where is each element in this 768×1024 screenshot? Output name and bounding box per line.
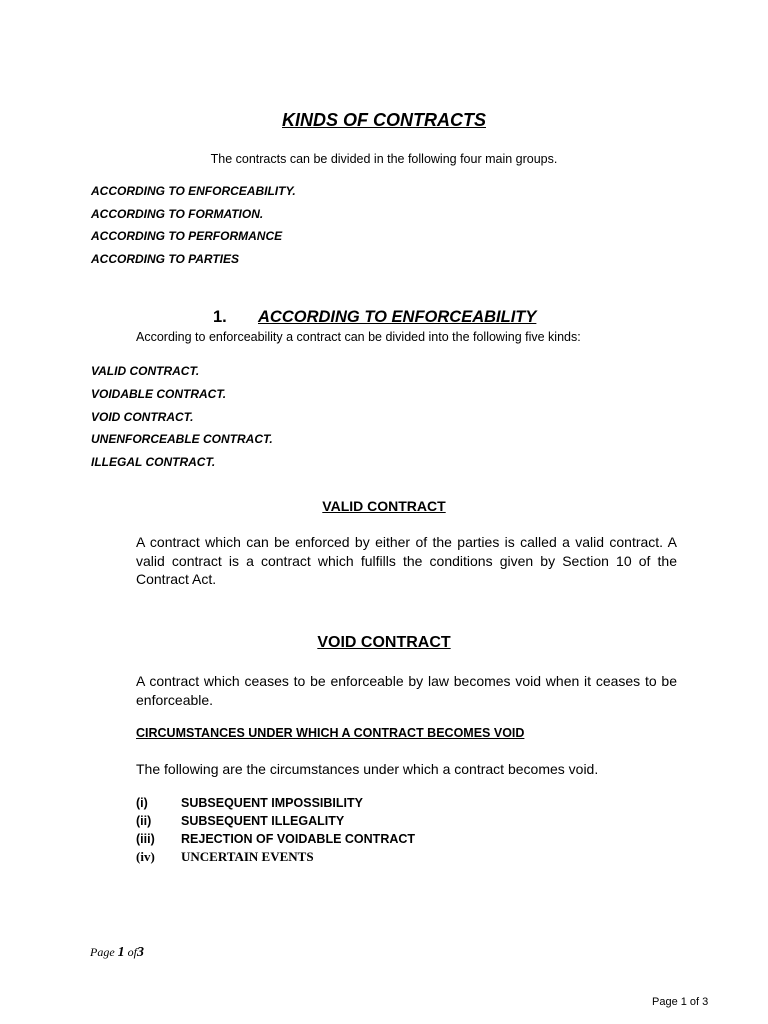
- list-item: [136, 849, 415, 867]
- section-number: 1.: [213, 308, 227, 326]
- section-intro: According to enforceability a contract can be divided into the following five kinds:: [136, 330, 581, 344]
- section-heading-text: ACCORDING TO ENFORCEABILITY: [258, 308, 537, 326]
- page-marker-of: of: [127, 945, 137, 959]
- document-title: KINDS OF CONTRACTS: [282, 110, 486, 130]
- kinds-list: [91, 363, 273, 477]
- list-numeral: (ii): [136, 814, 152, 828]
- list-item: ILLEGAL CONTRACT.: [91, 455, 216, 470]
- page-marker: [90, 945, 144, 961]
- void-contract-heading: VOID CONTRACT: [317, 634, 451, 651]
- list-item: [136, 813, 415, 831]
- list-numeral: (iii): [136, 832, 155, 846]
- circumstances-heading: CIRCUMSTANCES UNDER WHICH A CONTRACT BECOMES VOID: [136, 726, 525, 740]
- list-item: ACCORDING TO PARTIES: [91, 252, 240, 267]
- void-contract-text: A contract which ceases to be enforceable by law becomes void when it ceases to be enforceable.: [136, 673, 677, 708]
- list-item: VOID CONTRACT.: [91, 409, 194, 424]
- list-item: VALID CONTRACT.: [91, 364, 200, 378]
- list-numeral: (i): [136, 796, 148, 810]
- circumstances-intro: The following are the circumstances under which a contract becomes void.: [136, 761, 599, 777]
- groups-list: [91, 183, 296, 274]
- list-item: [136, 795, 415, 813]
- list-item: ACCORDING TO ENFORCEABILITY.: [91, 184, 296, 198]
- page-marker-total: 3: [137, 945, 144, 960]
- list-item: ACCORDING TO PERFORMANCE: [91, 229, 283, 244]
- list-item-text: SUBSEQUENT ILLEGALITY: [181, 814, 345, 828]
- list-item-text: SUBSEQUENT IMPOSSIBILITY: [181, 796, 363, 810]
- valid-contract-text: A contract which can be enforced by either of the parties is called a valid contract. A valid contract is a contract which fulfills the conditions given by Section 10 of the Contract Act.: [136, 534, 677, 587]
- circumstances-list: [136, 795, 415, 867]
- valid-contract-heading: VALID CONTRACT: [322, 498, 446, 514]
- list-numeral: (iv): [136, 849, 155, 864]
- list-item: UNENFORCEABLE CONTRACT.: [91, 432, 273, 447]
- page-marker-current: 1: [117, 945, 125, 960]
- list-item-text: UNCERTAIN EVENTS: [181, 849, 314, 864]
- list-item: VOIDABLE CONTRACT.: [91, 386, 227, 401]
- list-item-text: REJECTION OF VOIDABLE CONTRACT: [181, 832, 416, 846]
- list-item: [136, 831, 415, 849]
- page-marker-word: Page: [90, 945, 115, 959]
- page-footer: Page 1 of 3: [652, 996, 709, 1008]
- list-item: ACCORDING TO FORMATION.: [91, 206, 264, 221]
- intro-text: The contracts can be divided in the following four main groups.: [210, 152, 558, 166]
- section-heading: [213, 308, 536, 327]
